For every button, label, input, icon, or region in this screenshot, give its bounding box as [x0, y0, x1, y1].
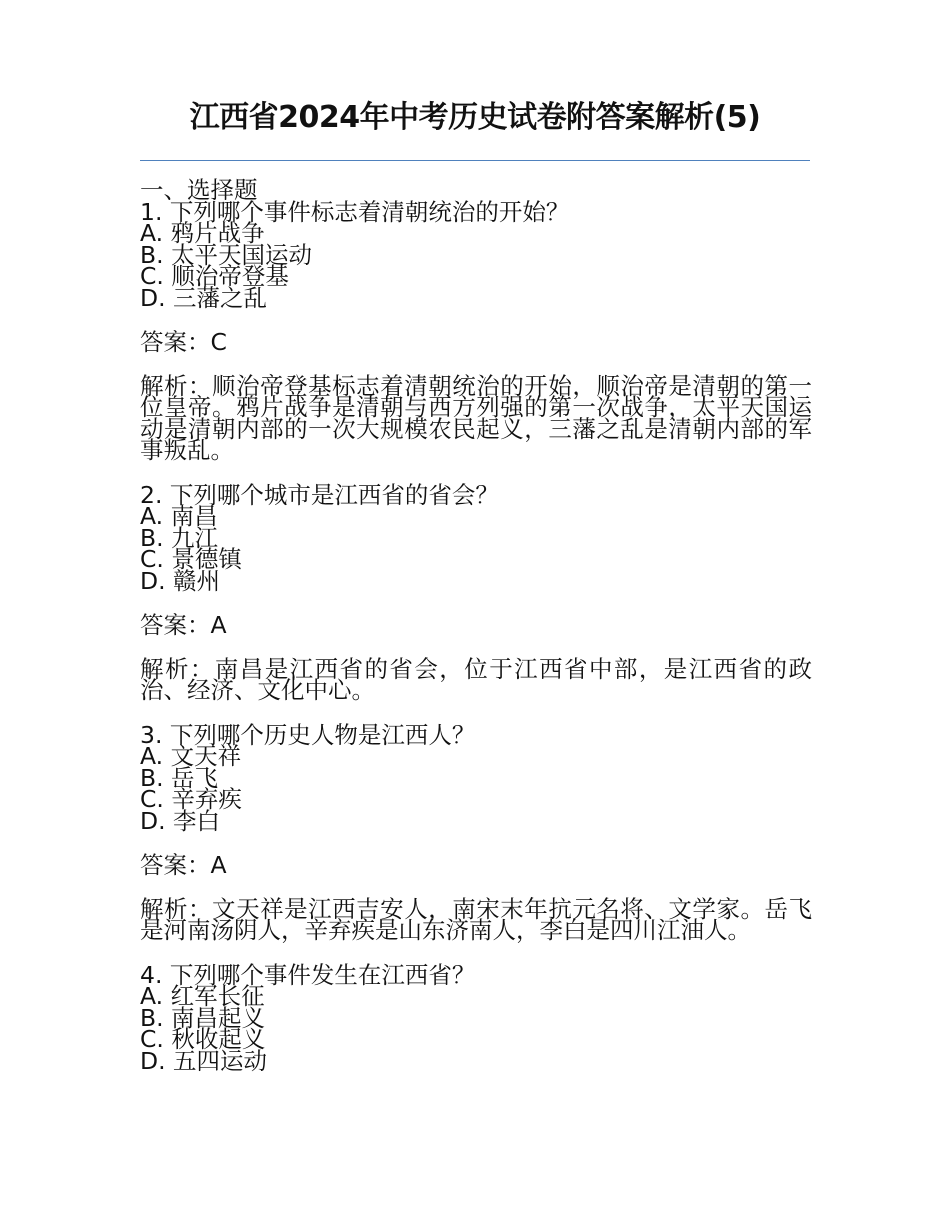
option-a: A. 文天祥 [140, 742, 242, 770]
option-b: B. 太平天国运动 [140, 240, 313, 269]
question-text: 2. 下列哪个城市是江西省的省会？ [140, 480, 499, 509]
option-c: C. 景德镇 [140, 545, 242, 573]
option-b: B. 南昌起义 [140, 1003, 266, 1032]
question-3 [140, 720, 812, 944]
section-heading: 一、选择题 [140, 176, 258, 204]
option-d: D. 三藩之乱 [140, 283, 268, 312]
option-c: C. 秋收起义 [140, 1025, 266, 1053]
question-1 [140, 197, 812, 464]
option-c: C. 顺治帝登基 [140, 262, 289, 290]
option-b: B. 九江 [140, 523, 219, 552]
answer: 答案：A [140, 851, 227, 879]
question-4 [140, 960, 812, 1075]
question-text: 1. 下列哪个事件标志着清朝统治的开始？ [140, 197, 570, 226]
option-d: D. 李白 [140, 806, 221, 835]
option-d: D. 赣州 [140, 566, 221, 595]
title-divider [140, 160, 810, 161]
document-title: 江西省2024年中考历史试卷附答案解析(5) [189, 100, 761, 135]
option-d: D. 五四运动 [140, 1046, 268, 1075]
option-a: A. 鸦片战争 [140, 219, 265, 247]
option-b: B. 岳飞 [140, 763, 219, 792]
answer: 答案：A [140, 611, 227, 639]
analysis: 解析：南昌是江西省的省会，位于江西省中部，是江西省的政治、经济、文化中心。 [140, 654, 812, 704]
option-a: A. 南昌 [140, 502, 218, 530]
answer: 答案：C [140, 328, 227, 356]
option-a: A. 红军长征 [140, 982, 265, 1010]
question-text: 3. 下列哪个历史人物是江西人？ [140, 720, 476, 749]
analysis: 解析：文天祥是江西吉安人，南宋末年抗元名将、文学家。岳飞是河南汤阴人，辛弃疾是山东济南人，李白是四川江油人。 [140, 894, 812, 944]
document-body [140, 176, 812, 1075]
analysis: 解析：顺治帝登基标志着清朝统治的开始，顺治帝是清朝的第一位皇帝。鸦片战争是清朝与西方列强的第一次战争，太平天国运动是清朝内部的一次大规模农民起义，三藩之乱是清朝内部的军事叛乱。 [140, 371, 812, 464]
option-c: C. 辛弃疾 [140, 785, 242, 813]
question-text: 4. 下列哪个事件发生在江西省？ [140, 960, 476, 989]
question-2 [140, 480, 812, 704]
